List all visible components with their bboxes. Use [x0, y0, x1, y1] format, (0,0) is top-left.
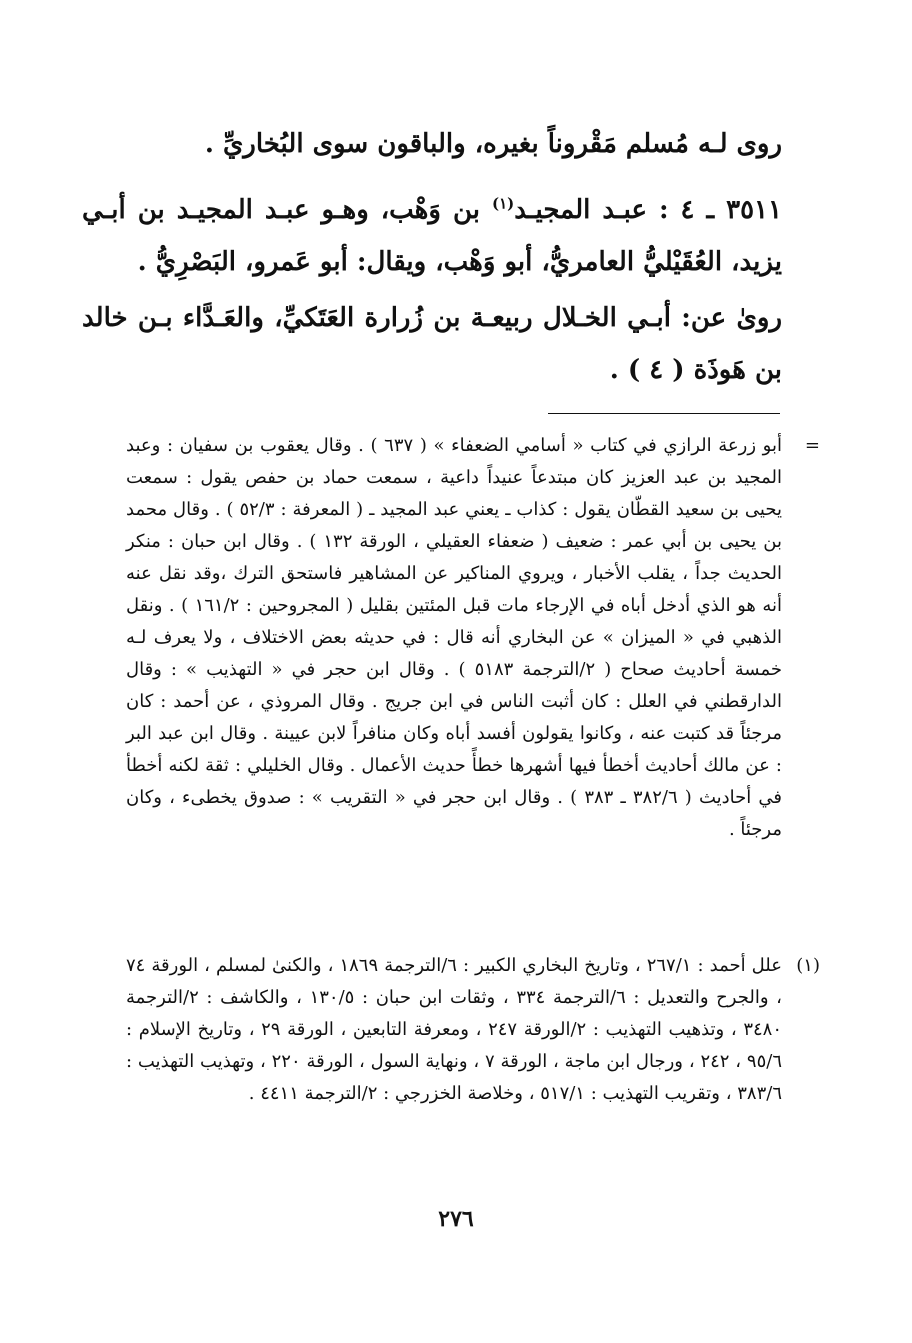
footnote-1-text: علل أحمد : ٢٦٧/١ ، وتاريخ البخاري الكبير : ٦/الترجمة ١٨٦٩ ، والكنىٰ لمسلم ، الورقة ٧٤ ، والجرح والتعديل : ٦/الترجمة ٣٣٤ ، وثقات ابن حبان : ١٣٠/٥ ، والكاشف : ٢/الترجمة ٣٤٨٠ ، وتذهيب التهذيب : ٢/الورقة ٢٤٧ ، ومعرفة التابعين ، الورقة ٢٩ ، وتاريخ الإسلام : ٩٥/٦ ، ٢٤٢ ، ورجال ابن ماجة ، الورقة ٧ ، ونهاية السول ، الورقة ٢٢٠ ، وتهذيب التهذيب : ٣٨٣/٦ ، وتقريب التهذيب : ٥١٧/١ ، وخلاصة الخزرجي : ٢/الترجمة ٤٤١١ .	[126, 955, 782, 1104]
footnote-1	[126, 950, 782, 1110]
main-text	[82, 118, 782, 170]
continuation-marker: =	[804, 435, 820, 456]
footnote-divider	[548, 413, 780, 414]
narrators-paragraph	[82, 292, 782, 396]
footnote-1-marker: (١)	[796, 955, 820, 976]
riwaya-text: روىٰ عن: أبـي الخـلال ربيعـة بن زُرارة العَتَكيِّ، والعَـدَّاء بـن خالد بن هَوذَة ( ٤ ) .	[82, 303, 782, 385]
entry-heading: ٣٥١١ ـ ٤ : عبـد المجيـد	[514, 195, 782, 225]
footnote-reference: (١)	[491, 194, 515, 213]
entry-paragraph	[82, 184, 782, 288]
continued-footnote	[126, 430, 782, 846]
entry-text: بن وَهْب، وهـو عبـد المجيـد بن أبـي يزيد، العُقَيْليُّ العامريُّ، أبو وَهْب، ويقال: أبو عَمرو، البَصْرِيُّ .	[82, 195, 782, 277]
page-number: ٢٧٦	[438, 1206, 474, 1232]
previous-entry-end: روى لـه مُسلم مَقْروناً بغيره، والباقون سوى البُخاريِّ .	[204, 129, 782, 159]
continued-footnote-text: أبو زرعة الرازي في كتاب « أسامي الضعفاء » ( ٦٣٧ ) . وقال يعقوب بن سفيان : وعبد المجيد بن عبد العزيز كان مبتدعاً عنيداً داعية ، سمعت حماد بن حفص يقول : سمعت يحيى بن سعيد القطّان يقول : كذاب ـ يعني عبد المجيد ـ ( المعرفة : ٥٢/٣ ) . وقال محمد بن يحيى بن أبي عمر : ضعيف ( ضعفاء العقيلي ، الورقة ١٣٢ ) . وقال ابن حبان : منكر الحديث جداً ، يقلب الأخبار ، ويروي المناكير عن المشاهير فاستحق الترك ،وقد نقل عنه أنه هو الذي أدخل أباه في الإرجاء مات قبل المئتين بقليل ( المجروحين : ١٦١/٢ ) . ونقل الذهبي في « الميزان » عن البخاري أنه قال : في حديثه بعض الاختلاف ، ولا يعرف لـه خمسة أحاديث صحاح ( ٢/الترجمة ٥١٨٣ ) . وقال ابن حجر في « التهذيب » : وقال الدارقطني في العلل : كان أثبت الناس في ابن جريج . وقال المروذي ، عن أحمد : كان مرجئاً قد كتبت عنه ، وكانوا يقولون أفسد أباه وكان منافراً لابن عيينة . وقال ابن عبد البر : عن مالك أحاديث أخطأ فيها أشهرها خطأً حديث الأعمال . وقال الخليلي : ثقة لكنه أخطأ في أحاديث ( ٣٨٢/٦ ـ ٣٨٣ ) . وقال ابن حجر في « التقريب » : صدوق يخطىء ، وكان مرجئاً .	[126, 435, 783, 840]
biography-entry	[82, 184, 782, 288]
